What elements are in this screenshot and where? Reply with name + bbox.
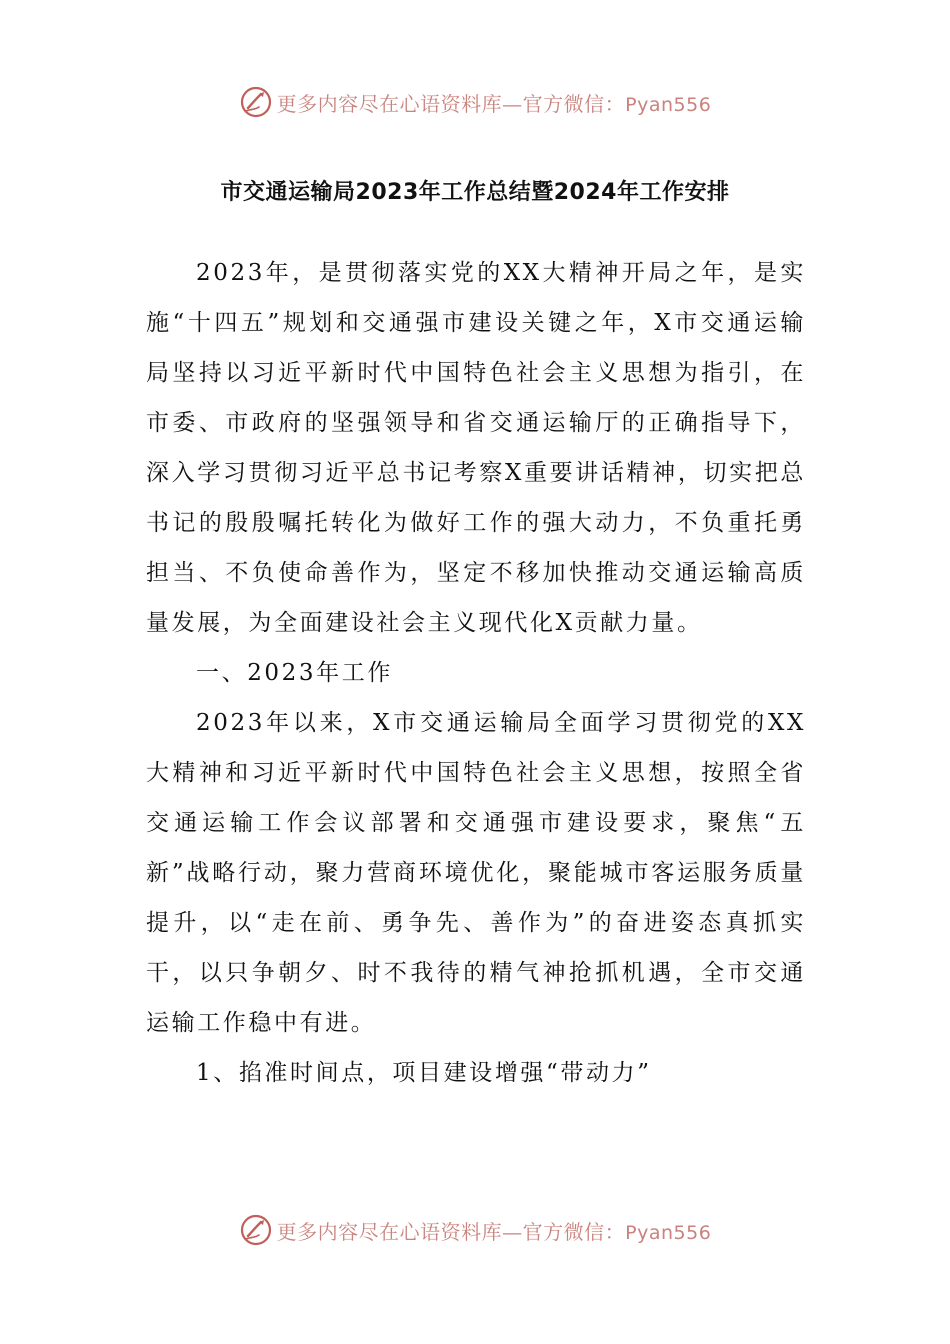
watermark-text: 更多内容尽在心语资料库—官方微信：Pyan556 — [276, 91, 712, 116]
paragraph-summary: 2023年以来，X市交通运输局全面学习贯彻党的XX大精神和习近平新时代中国特色社会主义思想，按照全省交通运输工作会议部署和交通强市建设要求，聚焦“五新”战略行动，聚力营商环境优化，聚能城市客运服务质量提升，以“走在前、勇争先、善作为”的奋进姿态真抓实干，以只争朝夕、时不我待的精气神抢抓机遇，全市交通运输工作稳中有进。 — [146, 710, 806, 1036]
pen-logo-icon — [239, 85, 273, 119]
watermark-contact: Pyan556 — [625, 93, 712, 116]
subsection-heading: 1、掐准时间点，项目建设增强“带动力” — [196, 1060, 652, 1086]
paragraph-intro: 2023年，是贯彻落实党的XX大精神开局之年，是实施“十四五”规划和交通强市建设关键之年，X市交通运输局坚持以习近平新时代中国特色社会主义思想为指引，在市委、市政府的坚强领导和省交通运输厅的正确指导下，深入学习贯彻习近平总书记考察X重要讲话精神，切实把总书记的殷殷嘱托转化为做好工作的强大动力，不负重托勇担当、不负使命善作为，坚定不移加快推动交通运输高质量发展，为全面建设社会主义现代化X贡献力量。 — [146, 260, 806, 636]
watermark-text: 更多内容尽在心语资料库—官方微信：Pyan556 — [276, 1219, 712, 1244]
section-heading: 一、2023年工作 — [196, 660, 393, 686]
watermark-footer — [0, 1210, 950, 1250]
document-body — [146, 248, 806, 1098]
watermark-contact: Pyan556 — [625, 1221, 712, 1244]
document-title: 市交通运输局2023年工作总结暨2024年工作安排 — [220, 180, 730, 205]
pen-logo-icon — [239, 1213, 273, 1247]
watermark-header — [0, 82, 950, 122]
